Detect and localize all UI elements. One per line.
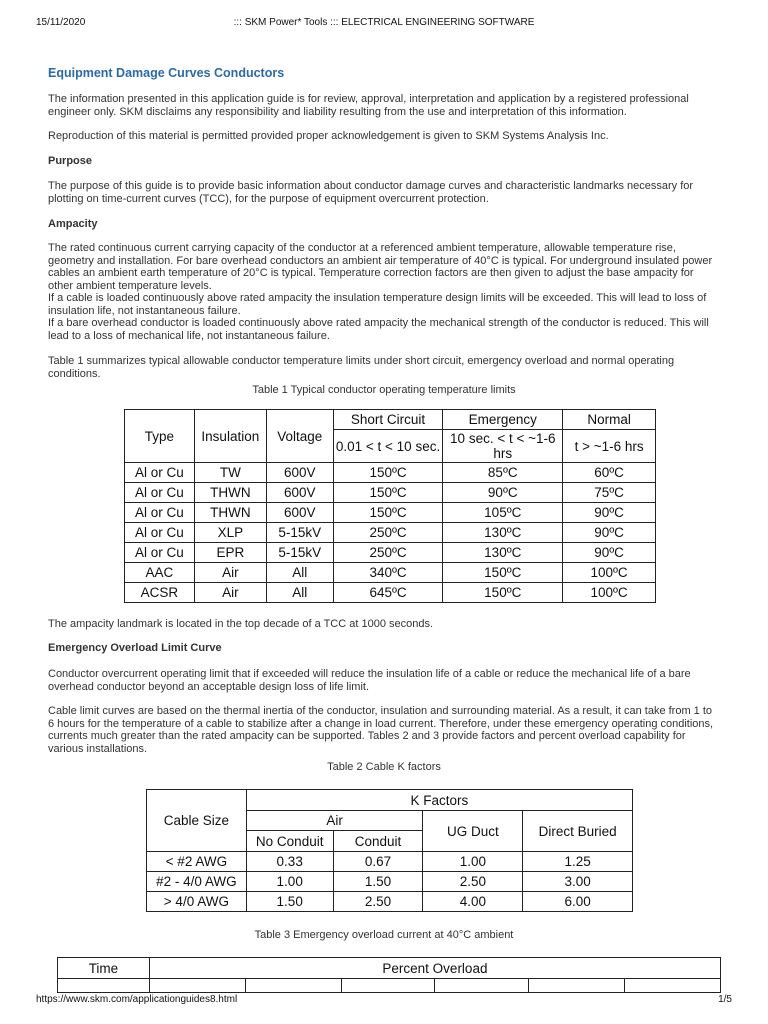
col-header-percent-overload: Percent Overload bbox=[149, 958, 720, 979]
table-cell: 340ºC bbox=[333, 563, 443, 583]
table-cell: 600V bbox=[266, 463, 333, 483]
table-row bbox=[58, 979, 721, 993]
col-header-normal: Normal bbox=[563, 410, 656, 430]
cable-k-factors-table bbox=[146, 789, 633, 912]
ampacity-paragraph-1: The rated continuous current carrying capacity of the conductor at a referenced ambient temperature, allowable temperature rise, geometry and installation. For bare overhead conductors an ambient air temperature of 40°C is typical. For underground insulated power cables an ambient earth temperature of 20°C is typical. Temperature correction factors are then given to adjust the base ampacity for other ambient temperature levels. bbox=[48, 242, 713, 293]
table-cell: Al or Cu bbox=[125, 503, 195, 523]
emergency-overload-table bbox=[57, 957, 721, 993]
table-row bbox=[147, 852, 633, 872]
table-cell: 5-15kV bbox=[266, 543, 333, 563]
purpose-paragraph: The purpose of this guide is to provide basic information about conductor damage curves and characteristic landmarks necessary for plotting on time-current curves (TCC), for the purpose of equipment overcurrent protection. bbox=[48, 180, 694, 205]
table-cell: XLP bbox=[194, 523, 266, 543]
table-cell: 150ºC bbox=[443, 583, 563, 603]
table-cell: 60ºC bbox=[563, 463, 656, 483]
table-cell: 85ºC bbox=[443, 463, 563, 483]
table-cell: THWN bbox=[194, 503, 266, 523]
table-cell: 5-15kV bbox=[266, 523, 333, 543]
table-cell: 150ºC bbox=[333, 463, 443, 483]
table-cell: AAC bbox=[125, 563, 195, 583]
col-header-direct-buried: Direct Buried bbox=[523, 811, 633, 852]
table-row bbox=[125, 503, 656, 523]
table-cell: 250ºC bbox=[333, 523, 443, 543]
table-cell: 645ºC bbox=[333, 583, 443, 603]
table-cell: 1.25 bbox=[523, 852, 633, 872]
table-row bbox=[147, 892, 633, 912]
table-row bbox=[125, 563, 656, 583]
col-header-conduit: Conduit bbox=[333, 831, 423, 852]
subheader-normal: t > ~1-6 hrs bbox=[563, 430, 656, 463]
table-cell: > 4/0 AWG bbox=[147, 892, 247, 912]
col-header-ug-duct: UG Duct bbox=[423, 811, 523, 852]
table-cell: Al or Cu bbox=[125, 523, 195, 543]
col-header-air: Air bbox=[246, 811, 423, 831]
table-cell: < #2 AWG bbox=[147, 852, 247, 872]
table-cell: 1.00 bbox=[423, 852, 523, 872]
table-cell: All bbox=[266, 563, 333, 583]
col-header-insulation: Insulation bbox=[194, 410, 266, 463]
table-cell: Al or Cu bbox=[125, 463, 195, 483]
footer-url: https://www.skm.com/applicationguides8.html bbox=[36, 994, 238, 1005]
col-header-time: Time bbox=[58, 958, 150, 979]
table-cell: 0.67 bbox=[333, 852, 423, 872]
print-date: 15/11/2020 bbox=[36, 17, 86, 28]
col-header-type: Type bbox=[125, 410, 195, 463]
table-cell: Al or Cu bbox=[125, 543, 195, 563]
table-cell: 4.00 bbox=[423, 892, 523, 912]
table-cell: #2 - 4/0 AWG bbox=[147, 872, 247, 892]
print-title: ::: SKM Power* Tools ::: ELECTRICAL ENGINEERING SOFTWARE bbox=[233, 17, 535, 28]
table2-caption: Table 2 Cable K factors bbox=[327, 761, 441, 773]
table-cell: All bbox=[266, 583, 333, 603]
table-cell: Air bbox=[194, 583, 266, 603]
table-cell: 75ºC bbox=[563, 483, 656, 503]
ampacity-paragraph-3: If a bare overhead conductor is loaded continuously above rated ampacity the mechanical strength of the conductor is reduced. This will lead to a loss of mechanical life, not instantaneous failure. bbox=[48, 317, 709, 342]
table-cell: 600V bbox=[266, 503, 333, 523]
table-cell: 90ºC bbox=[563, 543, 656, 563]
table-cell: 150ºC bbox=[333, 483, 443, 503]
table1-intro: Table 1 summarizes typical allowable conductor temperature limits under short circuit, emergency overload and normal operating conditions. bbox=[48, 355, 675, 380]
table-cell: THWN bbox=[194, 483, 266, 503]
table-cell: 2.50 bbox=[423, 872, 523, 892]
subheader-emergency: 10 sec. < t < ~1-6 hrs bbox=[443, 430, 563, 463]
table-cell: Al or Cu bbox=[125, 483, 195, 503]
table-cell: Air bbox=[194, 563, 266, 583]
table-cell: 1.50 bbox=[246, 892, 333, 912]
table-cell: 90ºC bbox=[563, 503, 656, 523]
emergency-paragraph-1: Conductor overcurrent operating limit that if exceeded will reduce the insulation life of a cable or reduce the mechanical life of a bare overhead conductor beyond an acceptable design loss of life limit. bbox=[48, 668, 691, 693]
col-header-emergency: Emergency bbox=[443, 410, 563, 430]
table3-caption: Table 3 Emergency overload current at 40°C ambient bbox=[254, 929, 514, 941]
table-cell: 600V bbox=[266, 483, 333, 503]
table-cell: 0.33 bbox=[246, 852, 333, 872]
table-cell: 100ºC bbox=[563, 583, 656, 603]
table-cell: TW bbox=[194, 463, 266, 483]
table-cell: 1.50 bbox=[333, 872, 423, 892]
table-row bbox=[125, 483, 656, 503]
subheader-short-circuit: 0.01 < t < 10 sec. bbox=[333, 430, 443, 463]
table-cell: 6.00 bbox=[523, 892, 633, 912]
table-row bbox=[125, 463, 656, 483]
table1-caption: Table 1 Typical conductor operating temperature limits bbox=[252, 384, 516, 396]
table-cell: 3.00 bbox=[523, 872, 633, 892]
table-cell: 150ºC bbox=[333, 503, 443, 523]
ampacity-heading: Ampacity bbox=[48, 218, 98, 230]
table-cell: 105ºC bbox=[443, 503, 563, 523]
table-cell: 2.50 bbox=[333, 892, 423, 912]
table-cell: EPR bbox=[194, 543, 266, 563]
table-cell: 150ºC bbox=[443, 563, 563, 583]
table-row bbox=[125, 543, 656, 563]
table-cell: 100ºC bbox=[563, 563, 656, 583]
emergency-heading: Emergency Overload Limit Curve bbox=[48, 642, 222, 654]
col-header-k-factors: K Factors bbox=[246, 790, 632, 811]
col-header-voltage: Voltage bbox=[266, 410, 333, 463]
table-cell: 90ºC bbox=[443, 483, 563, 503]
emergency-paragraph-2: Cable limit curves are based on the thermal inertia of the conductor, insulation and surrounding material. As a result, it can take from 1 to 6 hours for the temperature of a cable to stabilize after a change in load current. Therefore, under these emergency operating conditions, currents much greater than the rated ampacity can be supported. Tables 2 and 3 provide factors and percent overload capability for various installations. bbox=[48, 705, 714, 756]
temperature-limits-table bbox=[124, 409, 656, 603]
table-cell: ACSR bbox=[125, 583, 195, 603]
col-header-short-circuit: Short Circuit bbox=[333, 410, 443, 430]
col-header-no-conduit: No Conduit bbox=[246, 831, 333, 852]
table-header-row bbox=[58, 958, 721, 979]
ampacity-landmark-text: The ampacity landmark is located in the top decade of a TCC at 1000 seconds. bbox=[48, 618, 434, 630]
table-cell: 130ºC bbox=[443, 543, 563, 563]
page-title: Equipment Damage Curves Conductors bbox=[48, 66, 285, 80]
intro-paragraph-1: The information presented in this application guide is for review, approval, interpretation and application by a registered professional engineer only. SKM disclaims any responsibility and liability resulting from the use and interpretation of this information. bbox=[48, 93, 689, 118]
table-header-row bbox=[125, 410, 656, 430]
table-row bbox=[125, 523, 656, 543]
page-number: 1/5 bbox=[718, 994, 732, 1005]
table-row bbox=[147, 872, 633, 892]
table-cell: 130ºC bbox=[443, 523, 563, 543]
table-row bbox=[125, 583, 656, 603]
table-cell: 250ºC bbox=[333, 543, 443, 563]
table-cell: 90ºC bbox=[563, 523, 656, 543]
ampacity-paragraph-2: If a cable is loaded continuously above rated ampacity the insulation temperature design limits will be exceeded. This will lead to loss of insulation life, not instantaneous failure. bbox=[48, 292, 707, 317]
col-header-cable-size: Cable Size bbox=[147, 790, 247, 852]
table-cell: 1.00 bbox=[246, 872, 333, 892]
intro-paragraph-2: Reproduction of this material is permitted provided proper acknowledgement is given to SKM Systems Analysis Inc. bbox=[48, 130, 609, 142]
table-header-row bbox=[147, 790, 633, 811]
purpose-heading: Purpose bbox=[48, 155, 93, 167]
